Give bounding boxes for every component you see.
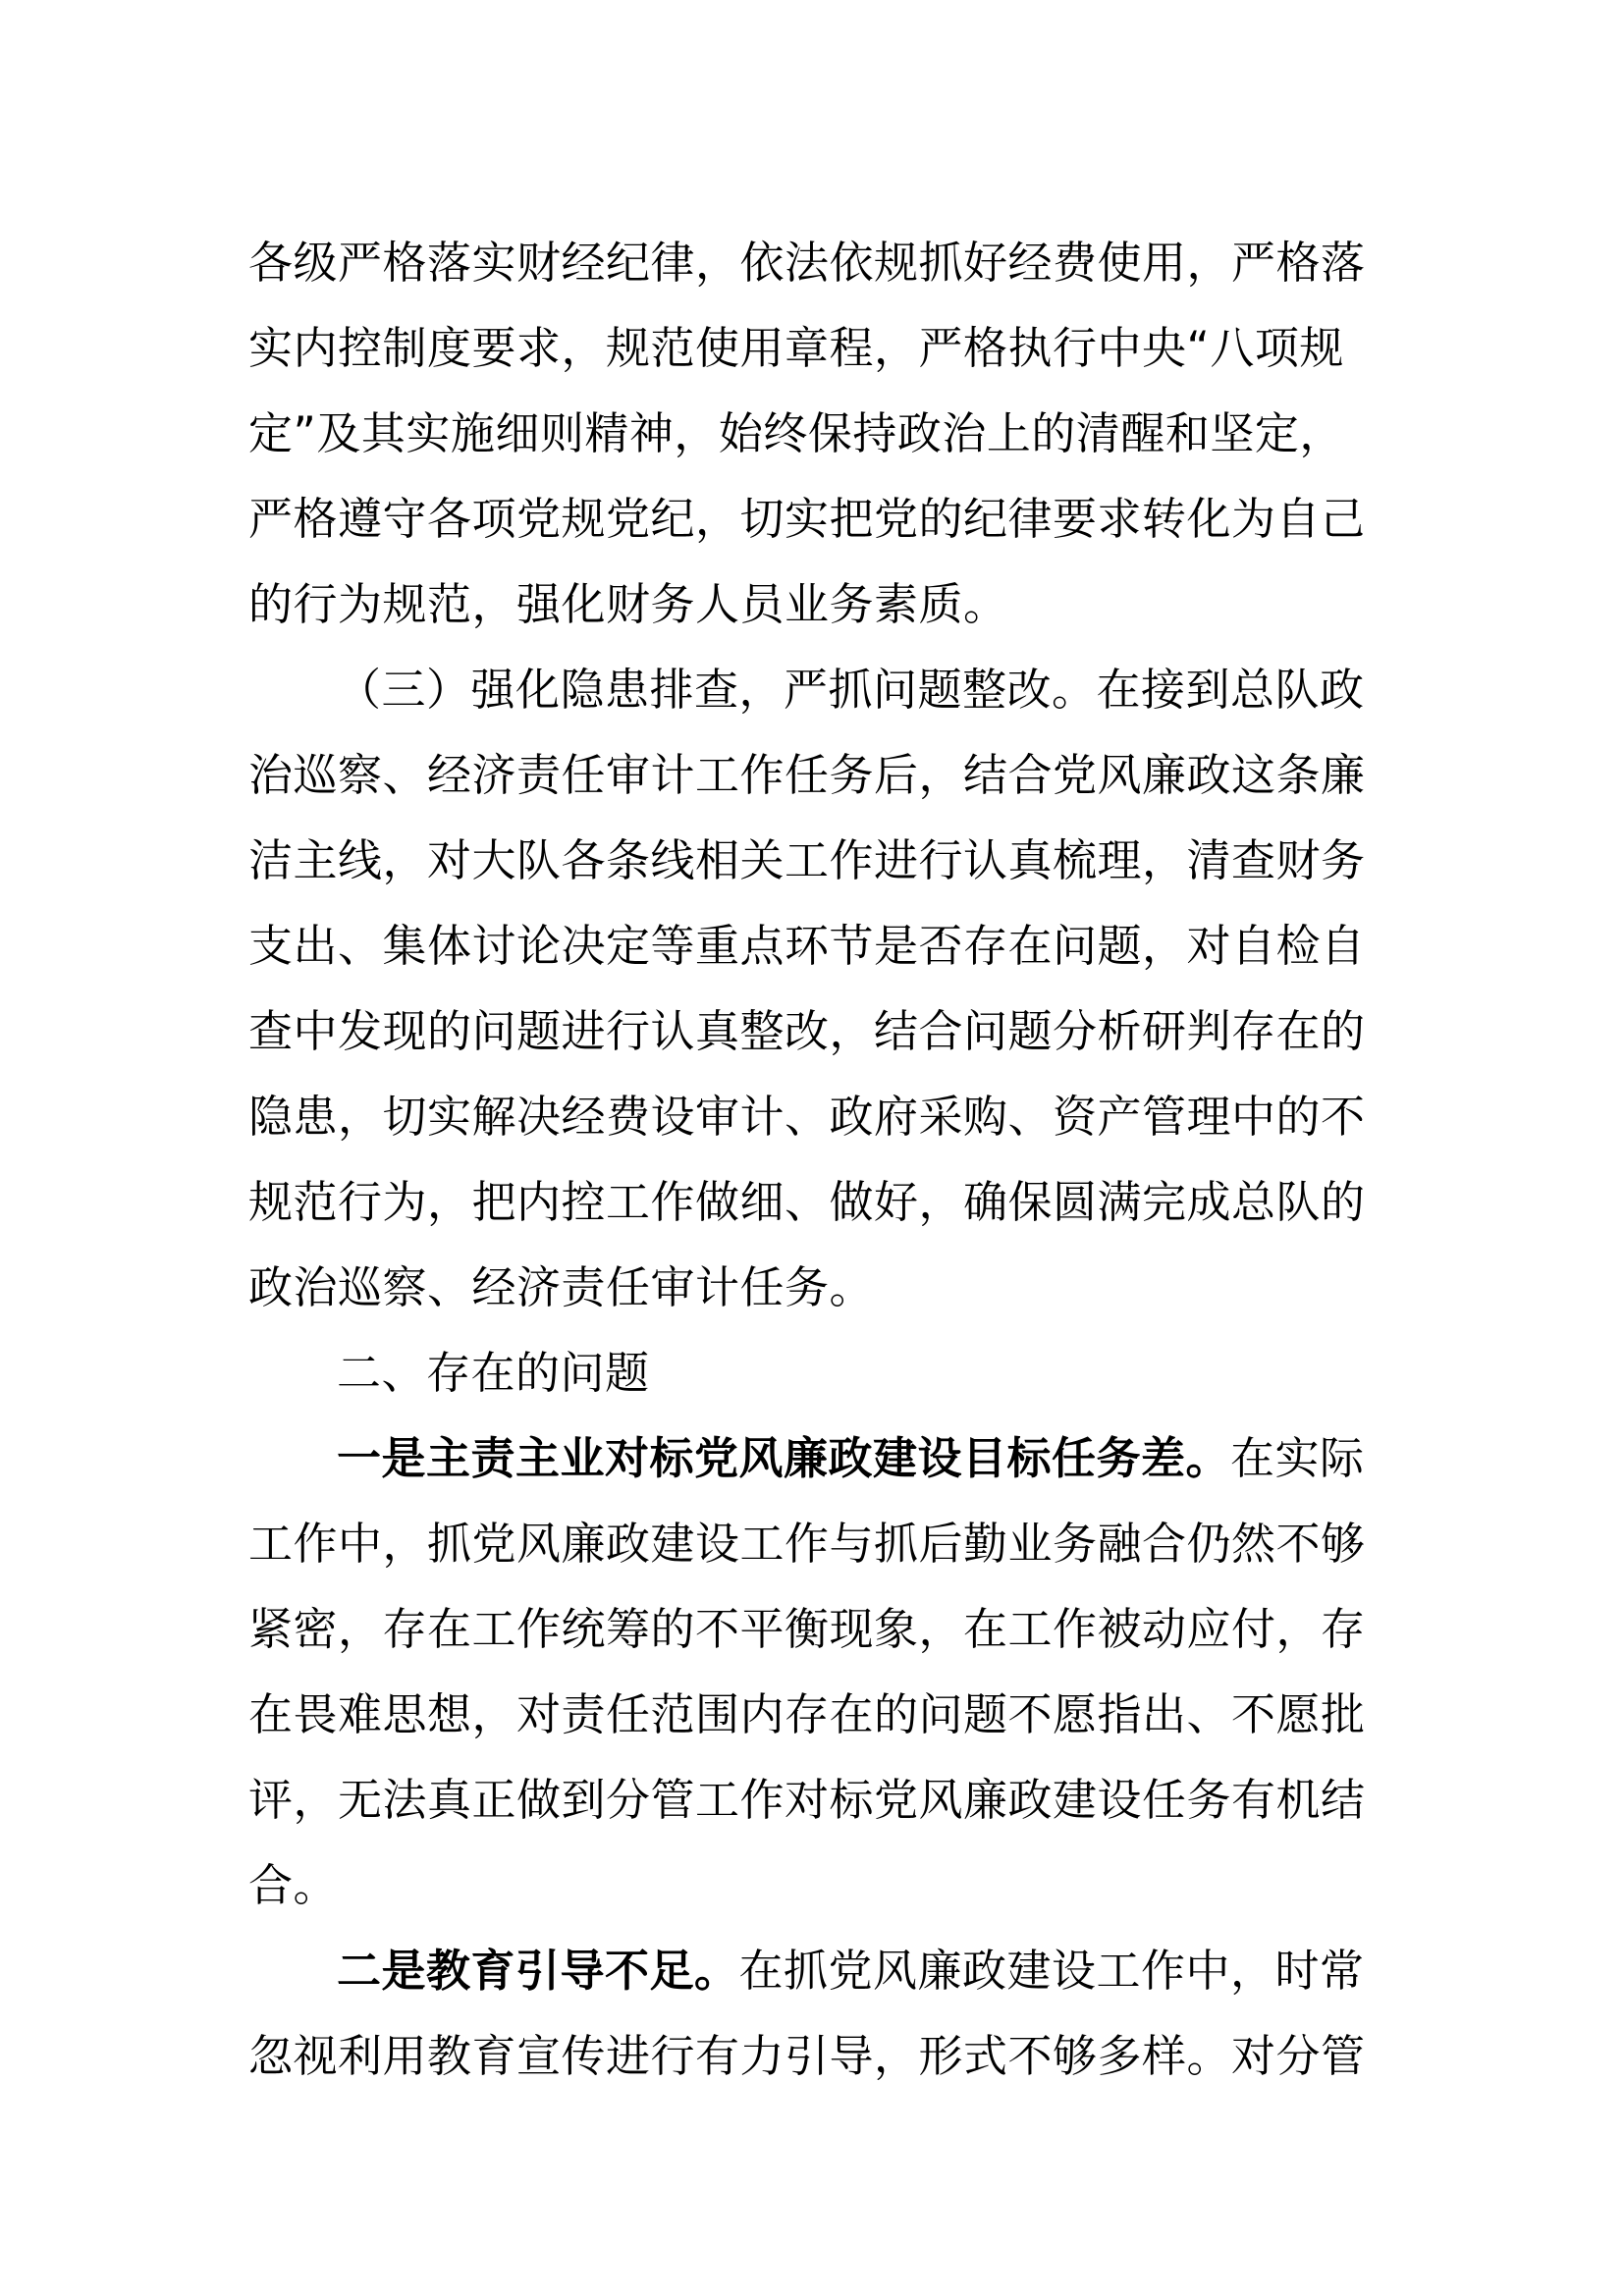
text-line: 的行为规范，强化财务人员业务素质。 [248,578,1008,630]
problem-one-line [337,1429,1365,1488]
text-line: 紧密，存在工作统筹的不平衡现象，在工作被动应付，存 [248,1603,1366,1655]
chapter-heading-problems: 二、存在的问题 [337,1347,650,1399]
text-line: 规范行为，把内控工作做细、做好，确保圆满完成总队的 [248,1176,1366,1228]
problem-one-text: 在实际 [1230,1432,1365,1484]
text-line: 实内控制度要求，规范使用章程，严格执行中央“八项规 [248,322,1344,374]
problem-one-heading: 一是主责主业对标党风廉政建设目标任务差。 [337,1432,1231,1484]
text-line: 支出、集体讨论决定等重点环节是否存在问题，对自检自 [248,920,1366,972]
problem-two-line [337,1942,1365,2001]
text-line: 忽视利用教育宣传进行有力引导，形式不够多样。对分管 [248,2030,1366,2082]
section-heading-three: （三）强化隐患排查，严抓问题整改。在接到总队政 [337,664,1365,716]
text-line: 查中发现的问题进行认真整改，结合问题分析研判存在的 [248,1005,1366,1057]
text-line: 严格遵守各项党规党纪，切实把党的纪律要求转化为自己 [248,493,1366,545]
problem-two-text: 在抓党风廉政建设工作中，时常 [738,1945,1365,1997]
text-line: 定”及其实施细则精神，始终保持政治上的清醒和坚定， [248,407,1344,459]
text-line: 治巡察、经济责任审计工作任务后，结合党风廉政这条廉 [248,749,1366,801]
text-line: 各级严格落实财经纪律，依法依规抓好经费使用，严格落 [248,237,1366,289]
text-line: 在畏难思想，对责任范围内存在的问题不愿指出、不愿批 [248,1688,1366,1740]
problem-two-heading: 二是教育引导不足。 [337,1945,739,1997]
text-line: 政治巡察、经济责任审计任务。 [248,1261,875,1313]
text-line: 评，无法真正做到分管工作对标党风廉政建设任务有机结 [248,1774,1366,1826]
text-line: 工作中，抓党风廉政建设工作与抓后勤业务融合仍然不够 [248,1518,1366,1570]
text-line: 隐患，切实解决经费设审计、政府采购、资产管理中的不 [248,1091,1366,1143]
text-line: 合。 [248,1859,339,1911]
text-line: 洁主线，对大队各条线相关工作进行认真梳理，清查财务 [248,834,1366,886]
